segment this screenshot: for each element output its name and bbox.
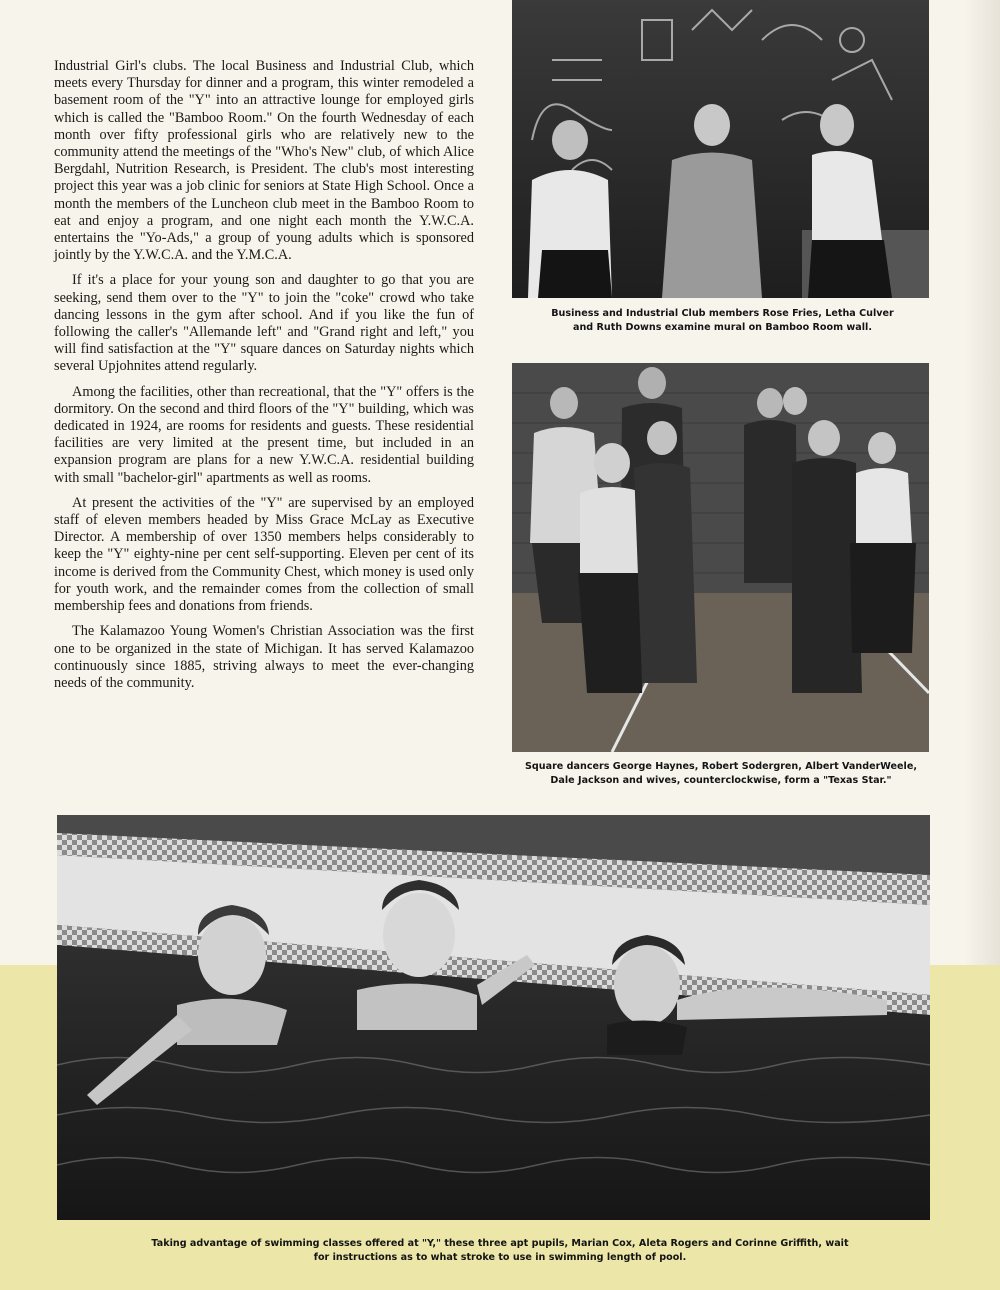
article-body bbox=[54, 58, 474, 700]
pool-photo bbox=[57, 815, 930, 1220]
article-paragraph-4: At present the activities of the "Y" are supervised by an employed staff of eleven members headed by Miss Grace McLay as Executive Director. A membership of over 1350 members helps considerably to keep the "Y" eighty-nine per cent self-supporting. Eleven per cent of its income is derived from the Community Chest, which money is used only for youth work, and the remainder comes from the collection of small membership fees and donations from friends. bbox=[54, 494, 474, 615]
dancers-photo bbox=[512, 363, 929, 752]
mural-caption: Business and Industrial Club members Rose Fries, Letha Culver and Ruth Downs examine mural on Bamboo Room wall. bbox=[551, 308, 894, 333]
article-paragraph-3: Among the facilities, other than recreational, that the "Y" offers is the dormitory. On the second and third floors of the "Y" building, which was dedicated in 1924, are rooms for residents and guests. These residential facilities are very limited at the present time, but included in an expansion program are plans for a new Y.W.C.A. residential building with small "bachelor-girl" apartments as well as rooms. bbox=[54, 383, 474, 486]
page-edge-shadow bbox=[964, 0, 1000, 965]
article-paragraph-5: The Kalamazoo Young Women's Christian Association was the first one to be organized in the state of Michigan. It has served Kalamazoo continuously since 1885, striving always to meet the ever-changing needs of the community. bbox=[54, 623, 474, 691]
pool-caption: Taking advantage of swimming classes offered at "Y," these three apt pupils, Marian Cox, Aleta Rogers and Corinne Griffith, wait for instructions as to what stroke to use in swimming length of pool. bbox=[151, 1238, 849, 1263]
article-paragraph-1: Industrial Girl's clubs. The local Business and Industrial Club, which meets every Thursday for dinner and a program, this winter remodeled a basement room of the "Y" into an attractive lounge for employed girls which is called the "Bamboo Room." On the fourth Wednesday of each month over fifty professional girls who are relatively new to the community attend the meetings of the "Who's New" club, of which Alice Bergdahl, Nutrition Research, is President. The club's most interesting project this year was a job clinic for seniors at State High School. Once a month the members of the Luncheon club meet in the Bamboo Room to eat and enjoy a program, and one night each month the Y.W.C.A. entertains the "Yo-Ads," a group of young adults which is sponsored jointly by the Y.W.C.A. and the Y.M.C.A. bbox=[54, 58, 474, 264]
article-paragraph-2: If it's a place for your young son and daughter to go that you are seeking, send them over to the "Y" to join the "coke" crowd who take dancing lessons in the gym after school. And if you like the fun of following the caller's "Allemande left" and "Grand right and left," you will find satisfaction at the "Y" square dances on Saturday nights which several Upjohnites attend regularly. bbox=[54, 272, 474, 375]
dancers-caption: Square dancers George Haynes, Robert Sodergren, Albert VanderWeele, Dale Jackson and wives, counterclockwise, form a "Texas Star." bbox=[525, 761, 917, 786]
mural-photo bbox=[512, 0, 929, 298]
